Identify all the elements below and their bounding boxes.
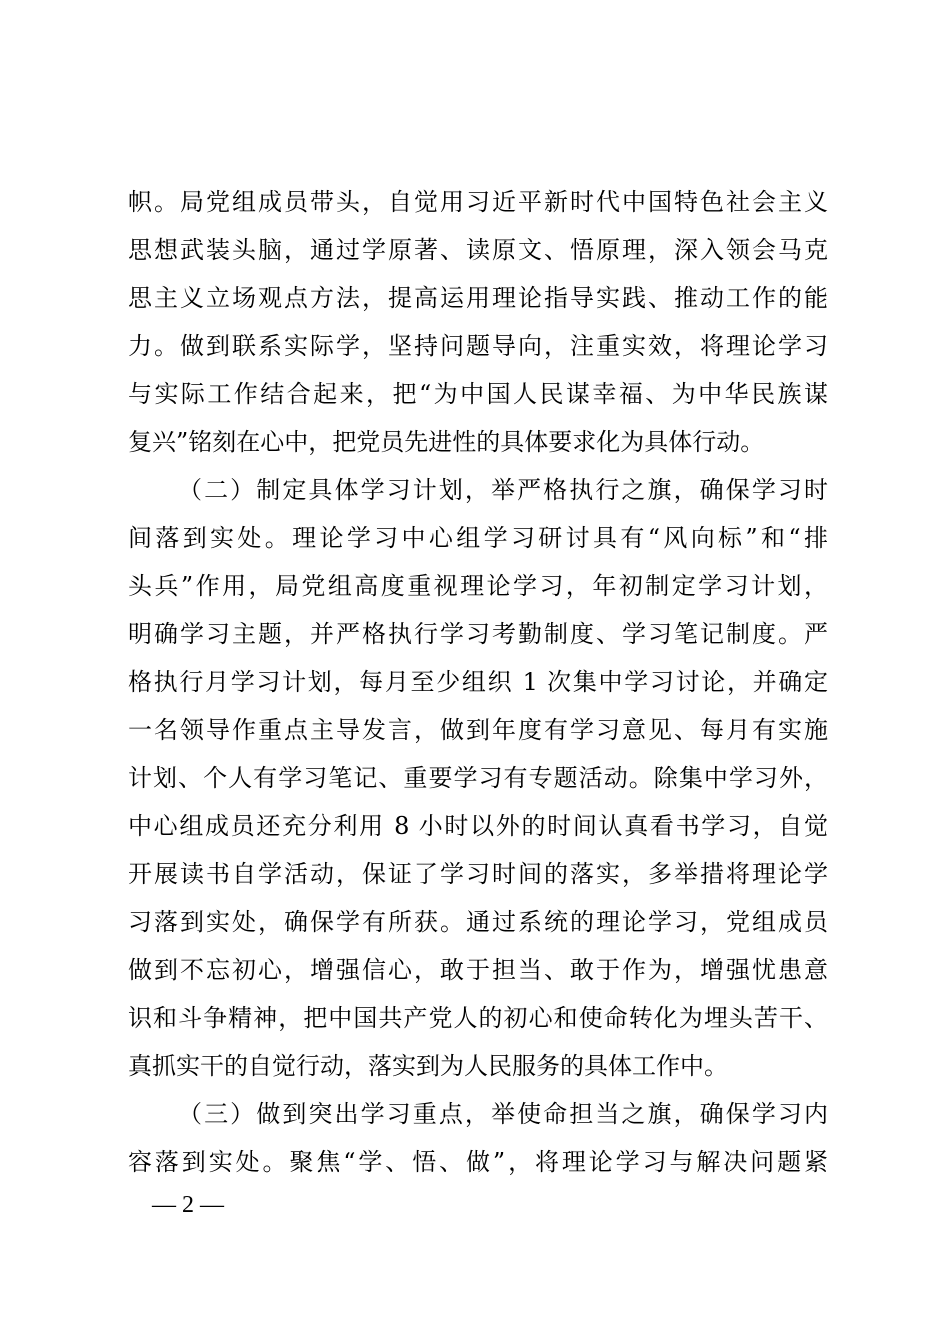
text-line: 格执行月学习计划，每月至少组织 1 次集中学习讨论，并确定	[128, 668, 828, 696]
text-line: 间落到实处。理论学习中心组学习研讨具有“风向标”和“排	[128, 524, 828, 552]
text-line: 真抓实干的自觉行动，落实到为人民服务的具体工作中。	[128, 1052, 728, 1080]
text-line: 容落到实处。聚焦“学、悟、做”，将理论学习与解决问题紧	[128, 1148, 828, 1176]
text-line: 计划、个人有学习笔记、重要学习有专题活动。除集中学习外，	[128, 764, 828, 792]
body-text	[128, 178, 828, 1186]
page-number: — 2 —	[152, 1192, 224, 1218]
text-line: 帜。局党组成员带头，自觉用习近平新时代中国特色社会主义	[128, 188, 828, 216]
text-line: 做到不忘初心，增强信心，敢于担当、敢于作为，增强忧患意	[128, 956, 828, 984]
text-line: 明确学习主题，并严格执行学习考勤制度、学习笔记制度。严	[128, 620, 828, 648]
text-line: 中心组成员还充分利用 8 小时以外的时间认真看书学习，自觉	[128, 812, 828, 840]
text-line: 思想武装头脑，通过学原著、读原文、悟原理，深入领会马克	[128, 236, 828, 264]
text-line: 识和斗争精神，把中国共产党人的初心和使命转化为埋头苦干、	[128, 1004, 828, 1032]
text-line: 力。做到联系实际学，坚持问题导向，注重实效，将理论学习	[128, 332, 828, 360]
text-line: 与实际工作结合起来，把“为中国人民谋幸福、为中华民族谋	[128, 380, 828, 408]
text-line: 开展读书自学活动，保证了学习时间的落实，多举措将理论学	[128, 860, 828, 888]
text-line: 思主义立场观点方法，提高运用理论指导实践、推动工作的能	[128, 284, 828, 312]
section-heading-line: （三）做到突出学习重点，举使命担当之旗，确保学习内	[178, 1100, 828, 1128]
section-heading-line: （二）制定具体学习计划，举严格执行之旗，确保学习时	[178, 476, 828, 504]
text-line: 习落到实处，确保学有所获。通过系统的理论学习，党组成员	[128, 908, 828, 936]
text-line: 复兴”铭刻在心中，把党员先进性的具体要求化为具体行动。	[128, 428, 765, 456]
text-line: 一名领导作重点主导发言，做到年度有学习意见、每月有实施	[128, 716, 828, 744]
text-line: 头兵”作用，局党组高度重视理论学习，年初制定学习计划，	[128, 572, 828, 600]
